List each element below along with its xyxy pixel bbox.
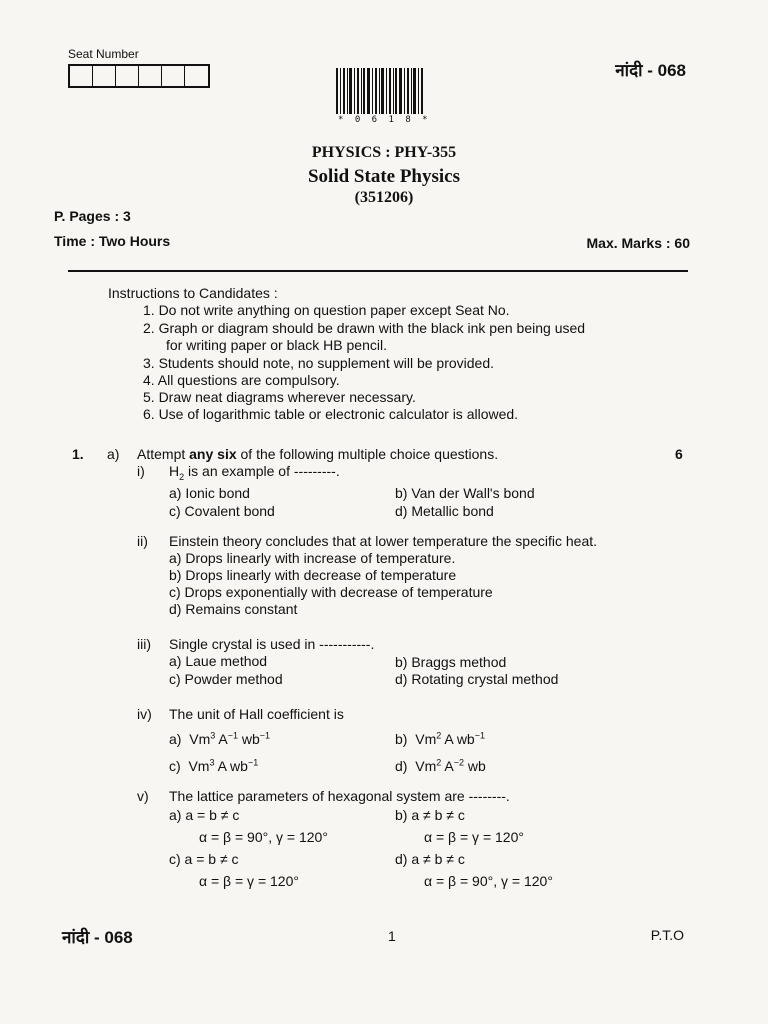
subquestion-label: iv) bbox=[137, 706, 152, 722]
option: a) Vm$^3$ $A^{-1}$ $wb^{-1}$ bbox=[169, 730, 271, 747]
option: c) Covalent bond bbox=[169, 503, 275, 519]
subquestion-stem: The unit of Hall coefficient is bbox=[169, 706, 344, 722]
instruction-item: for writing paper or black HB pencil. bbox=[166, 337, 387, 353]
paper-code-footer: नांदी - 068 bbox=[62, 928, 133, 947]
subquestion-label: iii) bbox=[137, 636, 151, 652]
option: d) Remains constant bbox=[169, 601, 298, 617]
option: b) a ≠ b ≠ c bbox=[395, 807, 465, 823]
option: a) Ionic bond bbox=[169, 485, 250, 501]
subquestion-label: v) bbox=[137, 788, 149, 804]
option: c) Vm$^3$ A $wb^{-1}$ bbox=[169, 757, 259, 774]
seat-box bbox=[162, 66, 185, 86]
instruction-item: 2. Graph or diagram should be drawn with the black ink pen being used bbox=[143, 320, 586, 336]
question-instruction: Attempt any six of the following multiple choice questions. bbox=[137, 446, 499, 462]
instruction-item: 5. Draw neat diagrams wherever necessary. bbox=[143, 389, 416, 405]
seat-box bbox=[185, 66, 208, 86]
option: c) Drops exponentially with decrease of temperature bbox=[169, 584, 493, 600]
barcode-icon bbox=[336, 68, 424, 114]
seat-box bbox=[116, 66, 139, 86]
paper-code-top: नांदी - 068 bbox=[615, 61, 686, 80]
seat-number-boxes bbox=[68, 64, 210, 88]
seat-box bbox=[93, 66, 116, 86]
option: a) Laue method bbox=[169, 653, 268, 669]
option: a) a = b ≠ c bbox=[169, 807, 240, 823]
subquestion-stem: Single crystal is used in -----------. bbox=[169, 636, 375, 652]
seat-box bbox=[70, 66, 93, 86]
subquestion-stem: The lattice parameters of hexagonal system are --------. bbox=[169, 788, 510, 804]
seat-box bbox=[139, 66, 162, 86]
subquestion-stem: $H_2$ is an example of ---------. bbox=[169, 463, 340, 482]
instruction-item: 3. Students should note, no supplement will be provided. bbox=[143, 355, 495, 371]
instruction-item: 1. Do not write anything on question paper except Seat No. bbox=[143, 302, 510, 318]
subquestion-stem: Einstein theory concludes that at lower temperature the specific heat. bbox=[169, 533, 598, 549]
option: a) Drops linearly with increase of temperature. bbox=[169, 550, 456, 566]
option: c) a = b ≠ c bbox=[169, 851, 239, 867]
subquestion-label: ii) bbox=[137, 533, 148, 549]
seat-number-label: Seat Number bbox=[68, 47, 139, 61]
option: d) Rotating crystal method bbox=[395, 671, 559, 687]
option-detail: α = β = γ = 120° bbox=[424, 829, 524, 845]
instruction-item: 4. All questions are compulsory. bbox=[143, 372, 340, 388]
question-marks: 6 bbox=[675, 446, 683, 462]
exam-duration: Time : Two Hours bbox=[54, 233, 171, 249]
option: d) Vm$^2$ $A^{-2}$ wb bbox=[395, 757, 486, 774]
option-detail: α = β = 90°, γ = 120° bbox=[424, 873, 553, 889]
option: d) a ≠ b ≠ c bbox=[395, 851, 465, 867]
header-divider bbox=[68, 270, 688, 272]
barcode-digits: * 0 6 1 8 * bbox=[338, 115, 431, 125]
please-turn-over: P.T.O bbox=[650, 927, 684, 943]
option-detail: α = β = 90°, γ = 120° bbox=[199, 829, 328, 845]
subquestion-label: i) bbox=[137, 463, 145, 479]
course-title: Solid State Physics bbox=[307, 166, 461, 187]
page-number: 1 bbox=[388, 928, 396, 944]
option: b) Drops linearly with decrease of temperature bbox=[169, 567, 457, 583]
course-code: (351206) bbox=[354, 189, 414, 206]
page-count: P. Pages : 3 bbox=[54, 208, 131, 224]
question-number: 1. bbox=[72, 446, 84, 462]
option: b) Braggs method bbox=[395, 654, 507, 670]
option-detail: α = β = γ = 120° bbox=[199, 873, 299, 889]
question-part: a) bbox=[107, 446, 120, 462]
instruction-item: 6. Use of logarithmic table or electronic calculator is allowed. bbox=[143, 406, 519, 422]
option: b) Van der Wall's bond bbox=[395, 485, 535, 501]
option: d) Metallic bond bbox=[395, 503, 494, 519]
subject-title: PHYSICS : PHY-355 bbox=[311, 144, 457, 161]
option: b) Vm$^2$ A $wb^{-1}$ bbox=[395, 730, 485, 747]
option: c) Powder method bbox=[169, 671, 283, 687]
max-marks: Max. Marks : 60 bbox=[586, 235, 690, 251]
instructions-title: Instructions to Candidates : bbox=[108, 285, 278, 301]
